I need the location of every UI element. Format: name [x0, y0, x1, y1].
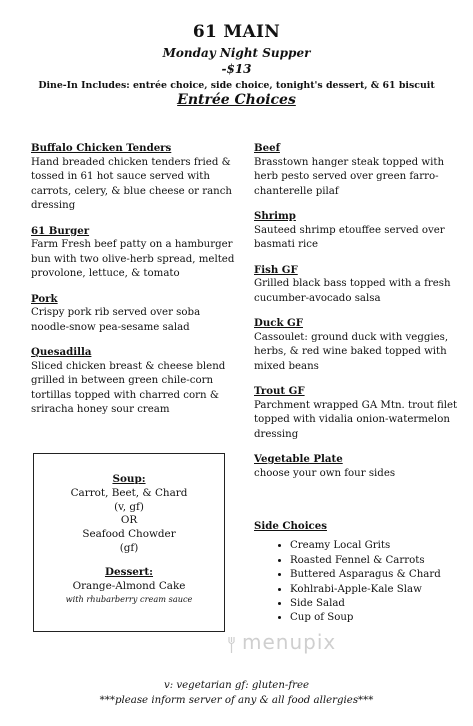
fork-icon [228, 634, 238, 650]
entree-choices-heading: Entrée Choices [177, 92, 296, 108]
side-choices-list [254, 539, 464, 625]
menu-item [254, 209, 459, 253]
entree-column-left [31, 141, 241, 428]
menu-item-description: Farm Fresh beef patty on a hamburger bun with two olive-herb spread, melted provolone, lettuce, & tomato [31, 239, 235, 279]
menu-subtitle: Monday Night Supper [162, 46, 311, 60]
dine-in-includes: Dine-In Includes: entrée choice, side choice, tonight's dessert, & 61 biscuit [38, 80, 435, 91]
list-item: • Side Salad [290, 597, 464, 611]
menu-item-name: Vegetable Plate [254, 453, 343, 465]
list-item: • Cup of Soup [290, 611, 464, 625]
list-item: • Roasted Fennel & Carrots [290, 554, 464, 568]
entree-column-right [254, 141, 459, 491]
dessert-name: Orange-Almond Cake [72, 579, 186, 592]
menu-price: -$13 [221, 62, 252, 76]
soup-heading: Soup: [112, 473, 146, 485]
list-item: • Creamy Local Grits [290, 539, 464, 553]
menu-item-name: Beef [254, 142, 280, 154]
list-item: • Buttered Asparagus & Chard [290, 568, 464, 582]
list-item: • Kohlrabi-Apple-Kale Slaw [290, 583, 464, 597]
menu-item-description: Hand breaded chicken tenders fried & tossed in 61 hot sauce served with carrots, celery, & blue cheese or ranch dressing [31, 156, 232, 211]
menu-item-name: Duck GF [254, 317, 303, 329]
menu-item [254, 452, 459, 481]
dessert-note: with rhubarberry cream sauce [65, 594, 193, 605]
menu-item-description: Sliced chicken breast & cheese blend grilled in between green chile-corn tortillas topped with charred corn & sriracha honey sour cream [31, 360, 226, 415]
menu-item [254, 263, 459, 307]
menu-item-description: Parchment wrapped GA Mtn. trout filet topped with vidalia onion-watermelon dressing [254, 399, 458, 440]
soup-option-tags: (v, gf) [114, 500, 144, 513]
allergy-notice: ***please inform server of any & all food allergies*** [99, 695, 374, 706]
menu-item [31, 345, 241, 418]
menu-item-name: Trout GF [254, 385, 305, 397]
soup-option: Carrot, Beet, & Chard [70, 486, 188, 499]
side-choices [254, 519, 464, 626]
soup-option-tags: (gf) [119, 541, 139, 554]
menu-item-description: Sauteed shrimp etouffee served over basmati rice [254, 224, 445, 250]
menupix-watermark [228, 630, 336, 654]
side-choices-heading: Side Choices [254, 520, 327, 532]
menu-item [254, 141, 459, 199]
menu-item [31, 141, 241, 214]
soup-dessert-box [33, 453, 225, 632]
menu-item-name: Pork [31, 292, 58, 305]
menu-item-description: Crispy pork rib served over soba noodle-snow pea-sesame salad [31, 307, 201, 333]
menu-item-name: 61 Burger [31, 224, 90, 237]
menu-item-description: Grilled black bass topped with a fresh cucumber-avocado salsa [254, 278, 451, 304]
restaurant-title: 61 MAIN [192, 22, 281, 42]
soup-option: Seafood Chowder [82, 528, 176, 541]
dietary-legend: v: vegetarian gf: gluten-free [163, 680, 310, 691]
soup-or-separator: OR [120, 514, 138, 527]
menu-item-description: Brasstown hanger steak topped with herb pesto served over green farro-chanterelle pilaf [254, 156, 445, 197]
dessert-heading: Dessert: [104, 565, 154, 578]
menu-item [254, 316, 459, 374]
menu-item-name: Shrimp [254, 210, 296, 222]
menu-item [254, 384, 459, 442]
menu-item-name: Buffalo Chicken Tenders [31, 142, 172, 154]
menu-item [31, 224, 241, 282]
menu-item-name: Quesadilla [31, 346, 92, 358]
menu-item-description: Cassoulet: ground duck with veggies, herbs, & red wine baked topped with mixed beans [254, 331, 449, 372]
menu-item [31, 292, 241, 336]
menu-item-description: choose your own four sides [254, 467, 396, 479]
menu-item-name: Fish GF [254, 263, 298, 276]
watermark-text: menupix [242, 630, 337, 654]
